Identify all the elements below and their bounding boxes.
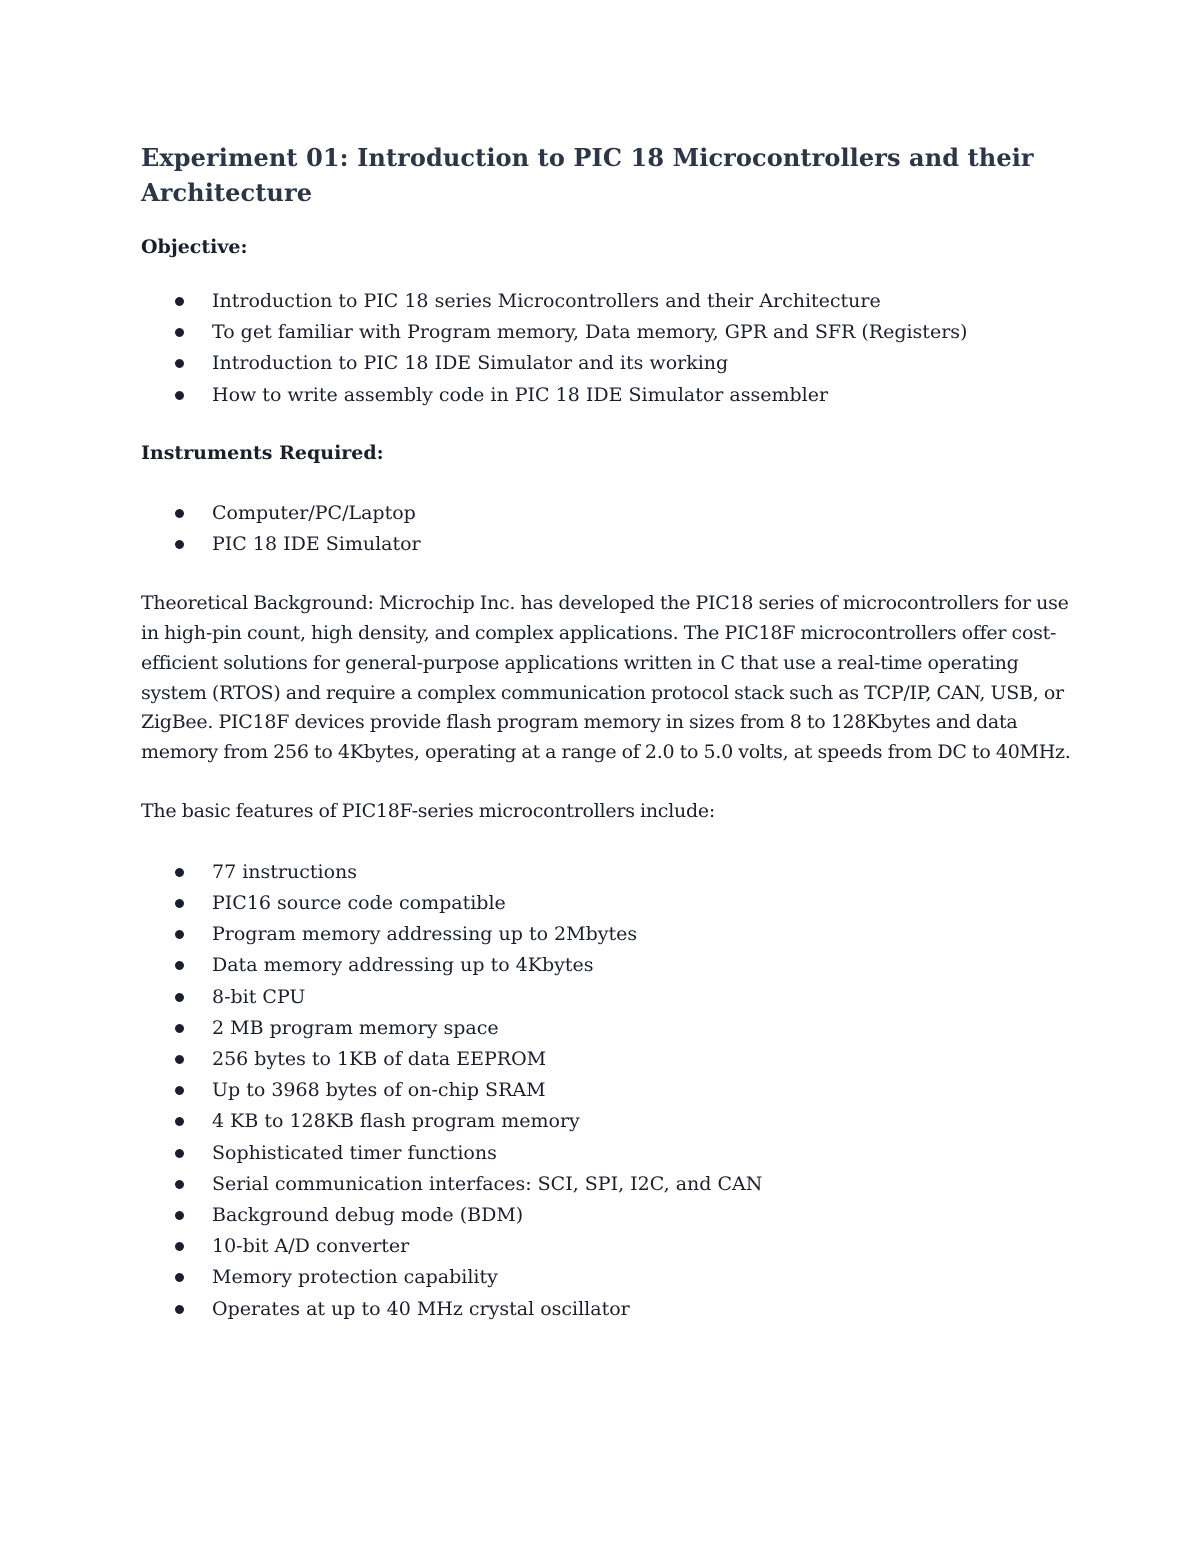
list-item: 2 MB program memory space (141, 1013, 1071, 1044)
instruments-heading: Instruments Required: (141, 441, 384, 464)
list-item: 8-bit CPU (141, 982, 1071, 1013)
list-item: Introduction to PIC 18 IDE Simulator and its working (141, 348, 1071, 379)
bullet-icon (175, 328, 184, 337)
list-item: 77 instructions (141, 857, 1071, 888)
bullet-icon (175, 1180, 184, 1189)
instruments-list (141, 498, 1071, 560)
bullet-icon (175, 1117, 184, 1126)
list-item: Program memory addressing up to 2Mbytes (141, 919, 1071, 950)
bullet-icon (175, 297, 184, 306)
list-item: PIC 18 IDE Simulator (141, 529, 1071, 560)
list-item: Operates at up to 40 MHz crystal oscillator (141, 1294, 1071, 1325)
list-item: 4 KB to 128KB flash program memory (141, 1106, 1071, 1137)
objective-heading: Objective: (141, 236, 248, 258)
bullet-icon (175, 1149, 184, 1158)
features-intro: The basic features of PIC18F-series microcontrollers include: (141, 800, 716, 822)
bullet-icon (175, 540, 184, 549)
bullet-icon (175, 509, 184, 518)
list-item: 256 bytes to 1KB of data EEPROM (141, 1044, 1071, 1075)
bullet-icon (175, 1242, 184, 1251)
bullet-icon (175, 1273, 184, 1282)
list-item: Memory protection capability (141, 1262, 1071, 1293)
features-list (141, 857, 1071, 1325)
bullet-icon (175, 391, 184, 400)
list-item: 10-bit A/D converter (141, 1231, 1071, 1262)
list-item: Background debug mode (BDM) (141, 1200, 1071, 1231)
bullet-icon (175, 1211, 184, 1220)
bullet-icon (175, 868, 184, 877)
bullet-icon (175, 930, 184, 939)
bullet-icon (175, 1086, 184, 1095)
bullet-icon (175, 1024, 184, 1033)
list-item: Introduction to PIC 18 series Microcontrollers and their Architecture (141, 286, 1071, 317)
list-item: PIC16 source code compatible (141, 888, 1071, 919)
objective-list (141, 286, 1071, 411)
page-title: Experiment 01: Introduction to PIC 18 Microcontrollers and their Architecture (141, 143, 1034, 207)
bullet-icon (175, 899, 184, 908)
list-item: Computer/PC/Laptop (141, 498, 1071, 529)
document-page (141, 140, 1071, 1325)
theory-paragraph: Theoretical Background: Microchip Inc. has developed the PIC18 series of microcontrollers for use in high-pin count, high density, and complex applications. The PIC18F microcontrollers offer cost-efficient solutions for general-purpose applications written in C that use a real-time operating system (RTOS) and require a complex communication protocol stack such as TCP/IP, CAN, USB, or ZigBee. PIC18F devices provide flash program memory in sizes from 8 to 128Kbytes and data memory from 256 to 4Kbytes, operating at a range of 2.0 to 5.0 volts, at speeds from DC to 40MHz. (141, 592, 1071, 764)
list-item: To get familiar with Program memory, Data memory, GPR and SFR (Registers) (141, 317, 1071, 348)
list-item: Sophisticated timer functions (141, 1138, 1071, 1169)
bullet-icon (175, 359, 184, 368)
list-item: Serial communication interfaces: SCI, SPI, I2C, and CAN (141, 1169, 1071, 1200)
bullet-icon (175, 1305, 184, 1314)
list-item: Data memory addressing up to 4Kbytes (141, 950, 1071, 981)
bullet-icon (175, 961, 184, 970)
list-item: Up to 3968 bytes of on-chip SRAM (141, 1075, 1071, 1106)
list-item: How to write assembly code in PIC 18 IDE Simulator assembler (141, 380, 1071, 411)
bullet-icon (175, 993, 184, 1002)
bullet-icon (175, 1055, 184, 1064)
